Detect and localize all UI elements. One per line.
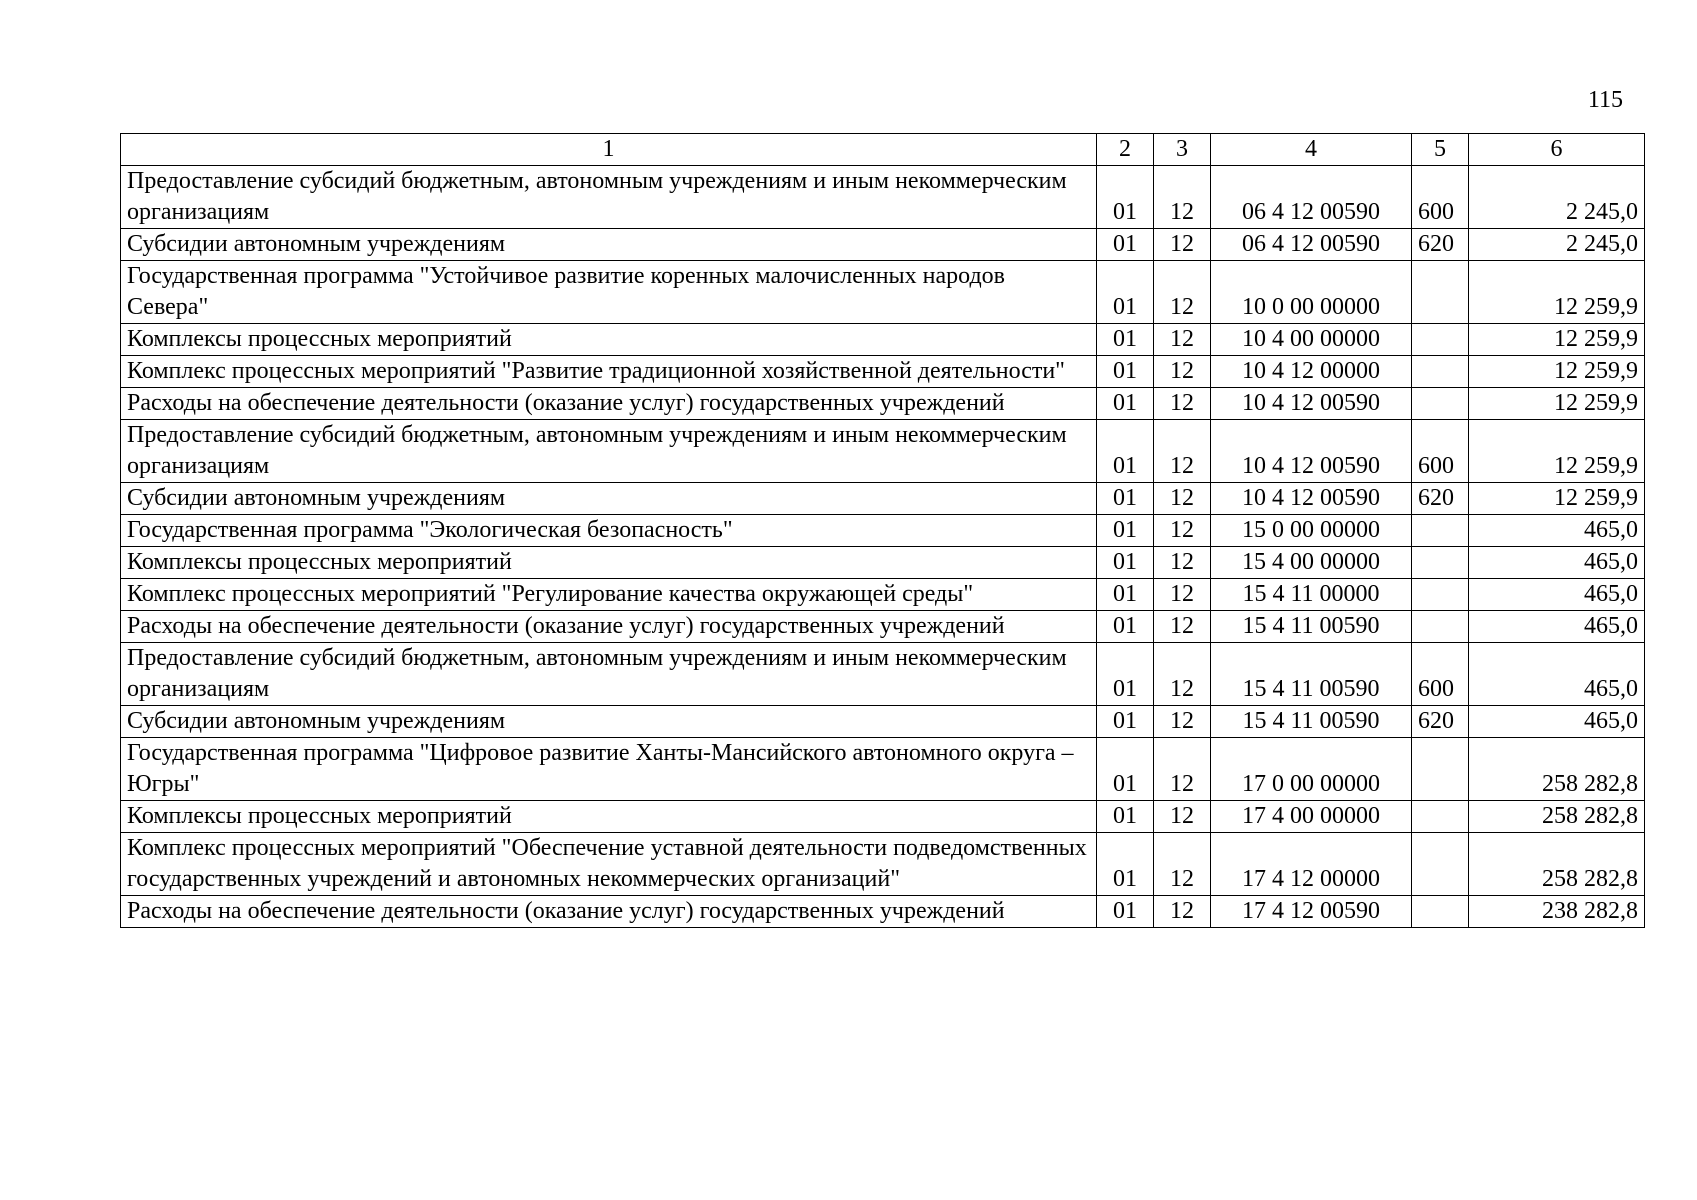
- page-number: 115: [1587, 87, 1623, 113]
- row-expense-type-cell: [1412, 547, 1469, 579]
- row-name-cell: Государственная программа "Цифровое развитие Ханты-Мансийского автономного округа – Югры": [121, 738, 1097, 801]
- row-amount-cell: 12 259,9: [1469, 483, 1645, 515]
- row-expense-type-cell: [1412, 388, 1469, 420]
- row-expense-type-cell: [1412, 896, 1469, 928]
- row-section-cell: 01: [1097, 738, 1154, 801]
- row-target-article-cell: 06 4 12 00590: [1211, 166, 1412, 229]
- row-subsection-cell: 12: [1154, 166, 1211, 229]
- row-name-cell: Субсидии автономным учреждениям: [121, 706, 1097, 738]
- header-col-5: 5: [1412, 134, 1469, 166]
- row-subsection-cell: 12: [1154, 229, 1211, 261]
- table-row: [121, 483, 1645, 515]
- row-name-cell: Расходы на обеспечение деятельности (оказание услуг) государственных учреждений: [121, 388, 1097, 420]
- row-target-article-cell: 17 4 00 00000: [1211, 801, 1412, 833]
- row-target-article-cell: 17 4 12 00000: [1211, 833, 1412, 896]
- row-subsection-cell: 12: [1154, 483, 1211, 515]
- row-amount-cell: 465,0: [1469, 611, 1645, 643]
- row-section-cell: 01: [1097, 801, 1154, 833]
- row-expense-type-cell: [1412, 579, 1469, 611]
- row-section-cell: 01: [1097, 356, 1154, 388]
- table-row: [121, 801, 1645, 833]
- row-amount-cell: 238 282,8: [1469, 896, 1645, 928]
- row-section-cell: 01: [1097, 261, 1154, 324]
- header-row: [121, 134, 1645, 166]
- row-expense-type-cell: [1412, 515, 1469, 547]
- row-expense-type-cell: [1412, 738, 1469, 801]
- row-target-article-cell: 10 4 12 00590: [1211, 420, 1412, 483]
- row-subsection-cell: 12: [1154, 547, 1211, 579]
- row-target-article-cell: 17 4 12 00590: [1211, 896, 1412, 928]
- row-expense-type-cell: 600: [1412, 166, 1469, 229]
- row-subsection-cell: 12: [1154, 324, 1211, 356]
- row-expense-type-cell: [1412, 261, 1469, 324]
- row-subsection-cell: 12: [1154, 611, 1211, 643]
- table-row: [121, 324, 1645, 356]
- row-amount-cell: 12 259,9: [1469, 420, 1645, 483]
- header-col-4: 4: [1211, 134, 1412, 166]
- row-subsection-cell: 12: [1154, 738, 1211, 801]
- row-target-article-cell: 10 4 00 00000: [1211, 324, 1412, 356]
- row-name-cell: Государственная программа "Экологическая безопасность": [121, 515, 1097, 547]
- row-amount-cell: 465,0: [1469, 515, 1645, 547]
- row-subsection-cell: 12: [1154, 515, 1211, 547]
- table-row: [121, 261, 1645, 324]
- header-col-6: 6: [1469, 134, 1645, 166]
- row-section-cell: 01: [1097, 833, 1154, 896]
- row-section-cell: 01: [1097, 420, 1154, 483]
- row-name-cell: Комплексы процессных мероприятий: [121, 801, 1097, 833]
- row-amount-cell: 465,0: [1469, 643, 1645, 706]
- row-subsection-cell: 12: [1154, 896, 1211, 928]
- row-amount-cell: 258 282,8: [1469, 801, 1645, 833]
- table-body: [121, 166, 1645, 928]
- row-expense-type-cell: [1412, 833, 1469, 896]
- row-target-article-cell: 10 0 00 00000: [1211, 261, 1412, 324]
- row-expense-type-cell: [1412, 611, 1469, 643]
- row-name-cell: Предоставление субсидий бюджетным, автономным учреждениям и иным некоммерческим организациям: [121, 166, 1097, 229]
- row-section-cell: 01: [1097, 515, 1154, 547]
- row-amount-cell: 465,0: [1469, 547, 1645, 579]
- row-amount-cell: 2 245,0: [1469, 229, 1645, 261]
- row-expense-type-cell: 600: [1412, 420, 1469, 483]
- row-subsection-cell: 12: [1154, 833, 1211, 896]
- table-row: [121, 229, 1645, 261]
- row-section-cell: 01: [1097, 706, 1154, 738]
- row-amount-cell: 465,0: [1469, 579, 1645, 611]
- row-subsection-cell: 12: [1154, 261, 1211, 324]
- row-amount-cell: 258 282,8: [1469, 738, 1645, 801]
- row-expense-type-cell: 620: [1412, 483, 1469, 515]
- row-amount-cell: 2 245,0: [1469, 166, 1645, 229]
- row-expense-type-cell: [1412, 801, 1469, 833]
- row-name-cell: Комплекс процессных мероприятий "Регулирование качества окружающей среды": [121, 579, 1097, 611]
- row-target-article-cell: 15 4 11 00590: [1211, 643, 1412, 706]
- row-subsection-cell: 12: [1154, 420, 1211, 483]
- row-name-cell: Комплекс процессных мероприятий "Развитие традиционной хозяйственной деятельности": [121, 356, 1097, 388]
- row-name-cell: Комплексы процессных мероприятий: [121, 324, 1097, 356]
- row-subsection-cell: 12: [1154, 706, 1211, 738]
- row-section-cell: 01: [1097, 229, 1154, 261]
- table-header: [121, 134, 1645, 166]
- row-target-article-cell: 15 4 11 00590: [1211, 611, 1412, 643]
- row-subsection-cell: 12: [1154, 643, 1211, 706]
- row-amount-cell: 12 259,9: [1469, 261, 1645, 324]
- table-row: [121, 547, 1645, 579]
- row-target-article-cell: 10 4 12 00590: [1211, 483, 1412, 515]
- row-section-cell: 01: [1097, 896, 1154, 928]
- row-section-cell: 01: [1097, 324, 1154, 356]
- table-row: [121, 166, 1645, 229]
- table-row: [121, 706, 1645, 738]
- row-section-cell: 01: [1097, 579, 1154, 611]
- row-name-cell: Субсидии автономным учреждениям: [121, 483, 1097, 515]
- header-col-3: 3: [1154, 134, 1211, 166]
- table-row: [121, 643, 1645, 706]
- table-row: [121, 356, 1645, 388]
- table-row: [121, 515, 1645, 547]
- budget-table: [120, 133, 1645, 928]
- row-expense-type-cell: 620: [1412, 229, 1469, 261]
- row-expense-type-cell: 620: [1412, 706, 1469, 738]
- table-row: [121, 738, 1645, 801]
- row-target-article-cell: 15 4 11 00000: [1211, 579, 1412, 611]
- row-section-cell: 01: [1097, 166, 1154, 229]
- row-name-cell: Предоставление субсидий бюджетным, автономным учреждениям и иным некоммерческим организациям: [121, 643, 1097, 706]
- row-target-article-cell: 06 4 12 00590: [1211, 229, 1412, 261]
- row-amount-cell: 12 259,9: [1469, 324, 1645, 356]
- row-name-cell: Комплексы процессных мероприятий: [121, 547, 1097, 579]
- row-target-article-cell: 15 4 11 00590: [1211, 706, 1412, 738]
- row-subsection-cell: 12: [1154, 388, 1211, 420]
- row-subsection-cell: 12: [1154, 579, 1211, 611]
- header-col-2: 2: [1097, 134, 1154, 166]
- row-target-article-cell: 10 4 12 00000: [1211, 356, 1412, 388]
- row-section-cell: 01: [1097, 483, 1154, 515]
- row-target-article-cell: 15 0 00 00000: [1211, 515, 1412, 547]
- table-row: [121, 611, 1645, 643]
- row-section-cell: 01: [1097, 388, 1154, 420]
- row-expense-type-cell: 600: [1412, 643, 1469, 706]
- row-section-cell: 01: [1097, 547, 1154, 579]
- table-row: [121, 388, 1645, 420]
- row-subsection-cell: 12: [1154, 801, 1211, 833]
- row-amount-cell: 12 259,9: [1469, 356, 1645, 388]
- row-target-article-cell: 10 4 12 00590: [1211, 388, 1412, 420]
- row-name-cell: Расходы на обеспечение деятельности (оказание услуг) государственных учреждений: [121, 611, 1097, 643]
- row-name-cell: Расходы на обеспечение деятельности (оказание услуг) государственных учреждений: [121, 896, 1097, 928]
- table-row: [121, 896, 1645, 928]
- row-section-cell: 01: [1097, 611, 1154, 643]
- row-expense-type-cell: [1412, 356, 1469, 388]
- row-amount-cell: 465,0: [1469, 706, 1645, 738]
- table-row: [121, 833, 1645, 896]
- table-row: [121, 579, 1645, 611]
- row-name-cell: Государственная программа "Устойчивое развитие коренных малочисленных народов Севера": [121, 261, 1097, 324]
- row-name-cell: Предоставление субсидий бюджетным, автономным учреждениям и иным некоммерческим организациям: [121, 420, 1097, 483]
- row-expense-type-cell: [1412, 324, 1469, 356]
- row-section-cell: 01: [1097, 643, 1154, 706]
- header-col-1: 1: [121, 134, 1097, 166]
- row-target-article-cell: 17 0 00 00000: [1211, 738, 1412, 801]
- table-row: [121, 420, 1645, 483]
- row-name-cell: Комплекс процессных мероприятий "Обеспечение уставной деятельности подведомственных государственных учреждений и автономных некоммерческих организаций": [121, 833, 1097, 896]
- row-target-article-cell: 15 4 00 00000: [1211, 547, 1412, 579]
- row-amount-cell: 12 259,9: [1469, 388, 1645, 420]
- row-amount-cell: 258 282,8: [1469, 833, 1645, 896]
- row-name-cell: Субсидии автономным учреждениям: [121, 229, 1097, 261]
- row-subsection-cell: 12: [1154, 356, 1211, 388]
